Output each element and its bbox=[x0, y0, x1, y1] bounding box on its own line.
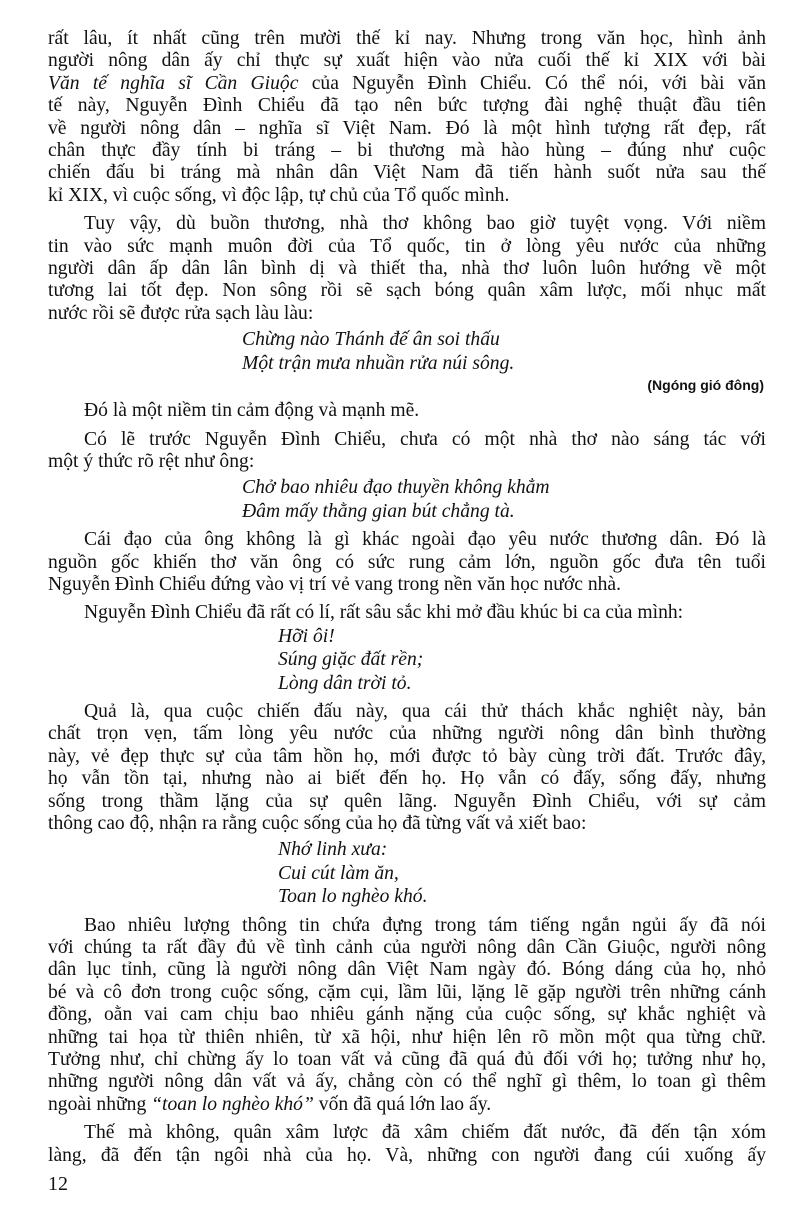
text-line: những tai họa từ thiên nhiên, từ xã hội, như hiện lên rõ mồn một qua từng chữ. bbox=[48, 1026, 766, 1048]
verse-line: Lòng dân trời tỏ. bbox=[278, 672, 412, 694]
text-line: Tưởng như, chỉ chừng ấy lo toan vất vả cũng đã quá đủ đối với họ; tưởng như họ, bbox=[48, 1049, 766, 1071]
text-line: người dân ấp dân lân bình dị và thiết tha, nhà thơ luôn luôn hướng về một bbox=[48, 258, 766, 280]
verse-line: Chừng nào Thánh đế ân soi thấu bbox=[242, 329, 500, 351]
text-line: nước rồi sẽ được rửa sạch làu làu: bbox=[48, 302, 314, 324]
paragraph-2 bbox=[48, 213, 766, 325]
text-line: Nguyễn Đình Chiểu đứng vào vị trí vẻ vang trong nền văn học nước nhà. bbox=[48, 573, 622, 595]
verse-source: (Ngóng gió đông) bbox=[647, 377, 764, 394]
paragraph-6 bbox=[48, 602, 766, 624]
text-line: tin vào sức mạnh muôn đời của Tổ quốc, tin ở lòng yêu nước của những bbox=[48, 235, 766, 257]
work-title: Văn tế nghĩa sĩ Cần Giuộc bbox=[48, 72, 299, 94]
text-span: của Nguyễn Đình Chiểu. Có thể nói, với bài văn bbox=[298, 72, 766, 94]
paragraph-1 bbox=[48, 28, 766, 207]
verse-block-1 bbox=[48, 328, 766, 394]
text-line: Có lẽ trước Nguyễn Đình Chiểu, chưa có một nhà thơ nào sáng tác với bbox=[84, 428, 766, 450]
text-line: với chúng ta rất đầy đủ về tình cảnh của người nông dân Cần Giuộc, người nông bbox=[48, 937, 766, 959]
text-line: Quả là, qua cuộc chiến đấu này, qua cái thử thách khắc nghiệt này, bản bbox=[84, 700, 766, 722]
verse-line: Súng giặc đất rền; bbox=[278, 649, 424, 671]
quoted-phrase: “toan lo nghèo khó” bbox=[151, 1093, 314, 1115]
text-line: tương lai tốt đẹp. Non sông rồi sẽ sạch bóng quân xâm lược, mối nhục mất bbox=[48, 280, 766, 302]
text-line: họ vẫn tồn tại, nhưng nào ai biết đến họ. Họ vẫn có đấy, sống đấy, nhưng bbox=[48, 768, 766, 790]
text-line: Bao nhiêu lượng thông tin chứa đựng trong tám tiếng ngắn ngủi ấy đã nói bbox=[84, 914, 766, 936]
paragraph-9 bbox=[48, 1122, 766, 1167]
text-line: kỉ XIX, vì cuộc sống, vì độc lập, tự chủ của Tổ quốc mình. bbox=[48, 184, 510, 206]
text-line: thông cao độ, nhận ra rằng cuộc sống của họ đã từng vất vả xiết bao: bbox=[48, 813, 587, 834]
paragraph-7 bbox=[48, 701, 766, 835]
verse-line: Nhớ linh xưa: bbox=[278, 839, 388, 861]
text-line: Nguyễn Đình Chiểu đã rất có lí, rất sâu sắc khi mở đầu khúc bi ca của mình: bbox=[84, 602, 684, 624]
text-line: chất trọn vẹn, tấm lòng yêu nước của những người nông dân bình thường bbox=[48, 723, 766, 745]
text-span: ngoài những bbox=[48, 1093, 152, 1115]
text-line: làng, đã đến tận ngôi nhà của họ. Và, những con người đang cúi xuống ấy bbox=[48, 1144, 766, 1166]
verse-line: Một trận mưa nhuần rửa núi sông. bbox=[242, 352, 515, 374]
text-line bbox=[48, 73, 766, 95]
text-line: Tuy vậy, dù buồn thương, nhà thơ không bao giờ tuyệt vọng. Với niềm bbox=[84, 213, 766, 235]
verse-line: Đâm mấy thằng gian bút chẳng tà. bbox=[242, 500, 515, 522]
paragraph-3 bbox=[48, 400, 766, 422]
text-line: Cái đạo của ông không là gì khác ngoài đạo yêu nước thương dân. Đó là bbox=[84, 529, 766, 551]
text-line: Thế mà không, quân xâm lược đã xâm chiếm đất nước, đã đến tận xóm bbox=[84, 1122, 766, 1144]
page-body bbox=[48, 28, 766, 1167]
verse-block-2 bbox=[48, 476, 766, 523]
text-line: đồng, oằn vai cam chịu bao nhiêu gánh nặng của cuộc sống, sự khắc nghiệt và bbox=[48, 1004, 766, 1026]
text-line: về người nông dân – nghĩa sĩ Việt Nam. Đó là một hình tượng rất đẹp, rất bbox=[48, 117, 766, 139]
verse-line: Chở bao nhiêu đạo thuyền không khẳm bbox=[242, 477, 550, 499]
text-line: rất lâu, ít nhất cũng trên mười thế kỉ nay. Nhưng trong văn học, hình ảnh bbox=[48, 28, 766, 49]
paragraph-8 bbox=[48, 915, 766, 1117]
page-number: 12 bbox=[48, 1173, 68, 1195]
text-line: dân lục tỉnh, cũng là người nông dân Việt Nam ngày đó. Bóng dáng của họ, nhỏ bbox=[48, 959, 766, 981]
verse-block-4 bbox=[48, 838, 766, 908]
text-line: một ý thức rõ rệt như ông: bbox=[48, 450, 255, 472]
text-line: nguồn gốc khiến thơ văn ông có sức rung cảm lớn, nguồn gốc đưa tên tuổi bbox=[48, 551, 766, 573]
verse-line: Cui cút làm ăn, bbox=[278, 862, 399, 884]
verse-block-3 bbox=[48, 625, 766, 695]
text-line: tế này, Nguyễn Đình Chiểu đã tạo nên bức tượng đài nghệ thuật đầu tiên bbox=[48, 95, 766, 117]
verse-line: Hỡi ôi! bbox=[278, 625, 335, 647]
text-line: những người nông dân vất vả ấy, chẳng còn có thể nghĩ gì thêm, lo toan gì thêm bbox=[48, 1071, 766, 1093]
verse-line: Toan lo nghèo khó. bbox=[278, 886, 428, 908]
text-line: chân thực đầy tính bi tráng – bi thương mà hào hùng – đúng như cuộc bbox=[48, 140, 766, 162]
text-line: bé và cô đơn trong cuộc sống, cặm cụi, lầm lũi, lặng lẽ gặp người trên những cánh bbox=[48, 981, 766, 1003]
text-line: này, vẻ đẹp thực sự của tâm hồn họ, mới được tỏ bày cùng trời đất. Trước đây, bbox=[48, 745, 766, 767]
text-span: vốn đã quá lớn lao ấy. bbox=[313, 1093, 492, 1115]
paragraph-5 bbox=[48, 529, 766, 596]
text-line: người nông dân ấy chỉ thực sự xuất hiện vào nửa cuối thế kỉ XIX với bài bbox=[48, 50, 766, 72]
text-line: Đó là một niềm tin cảm động và mạnh mẽ. bbox=[84, 400, 420, 422]
text-line: chiến đấu bi tráng mà nhân dân Việt Nam đã tiến hành suốt nửa sau thế bbox=[48, 162, 766, 184]
text-line: sống trong thầm lặng của sự quên lãng. Nguyễn Đình Chiểu, với sự cảm bbox=[48, 790, 766, 812]
text-line bbox=[48, 1094, 766, 1116]
paragraph-4 bbox=[48, 429, 766, 474]
